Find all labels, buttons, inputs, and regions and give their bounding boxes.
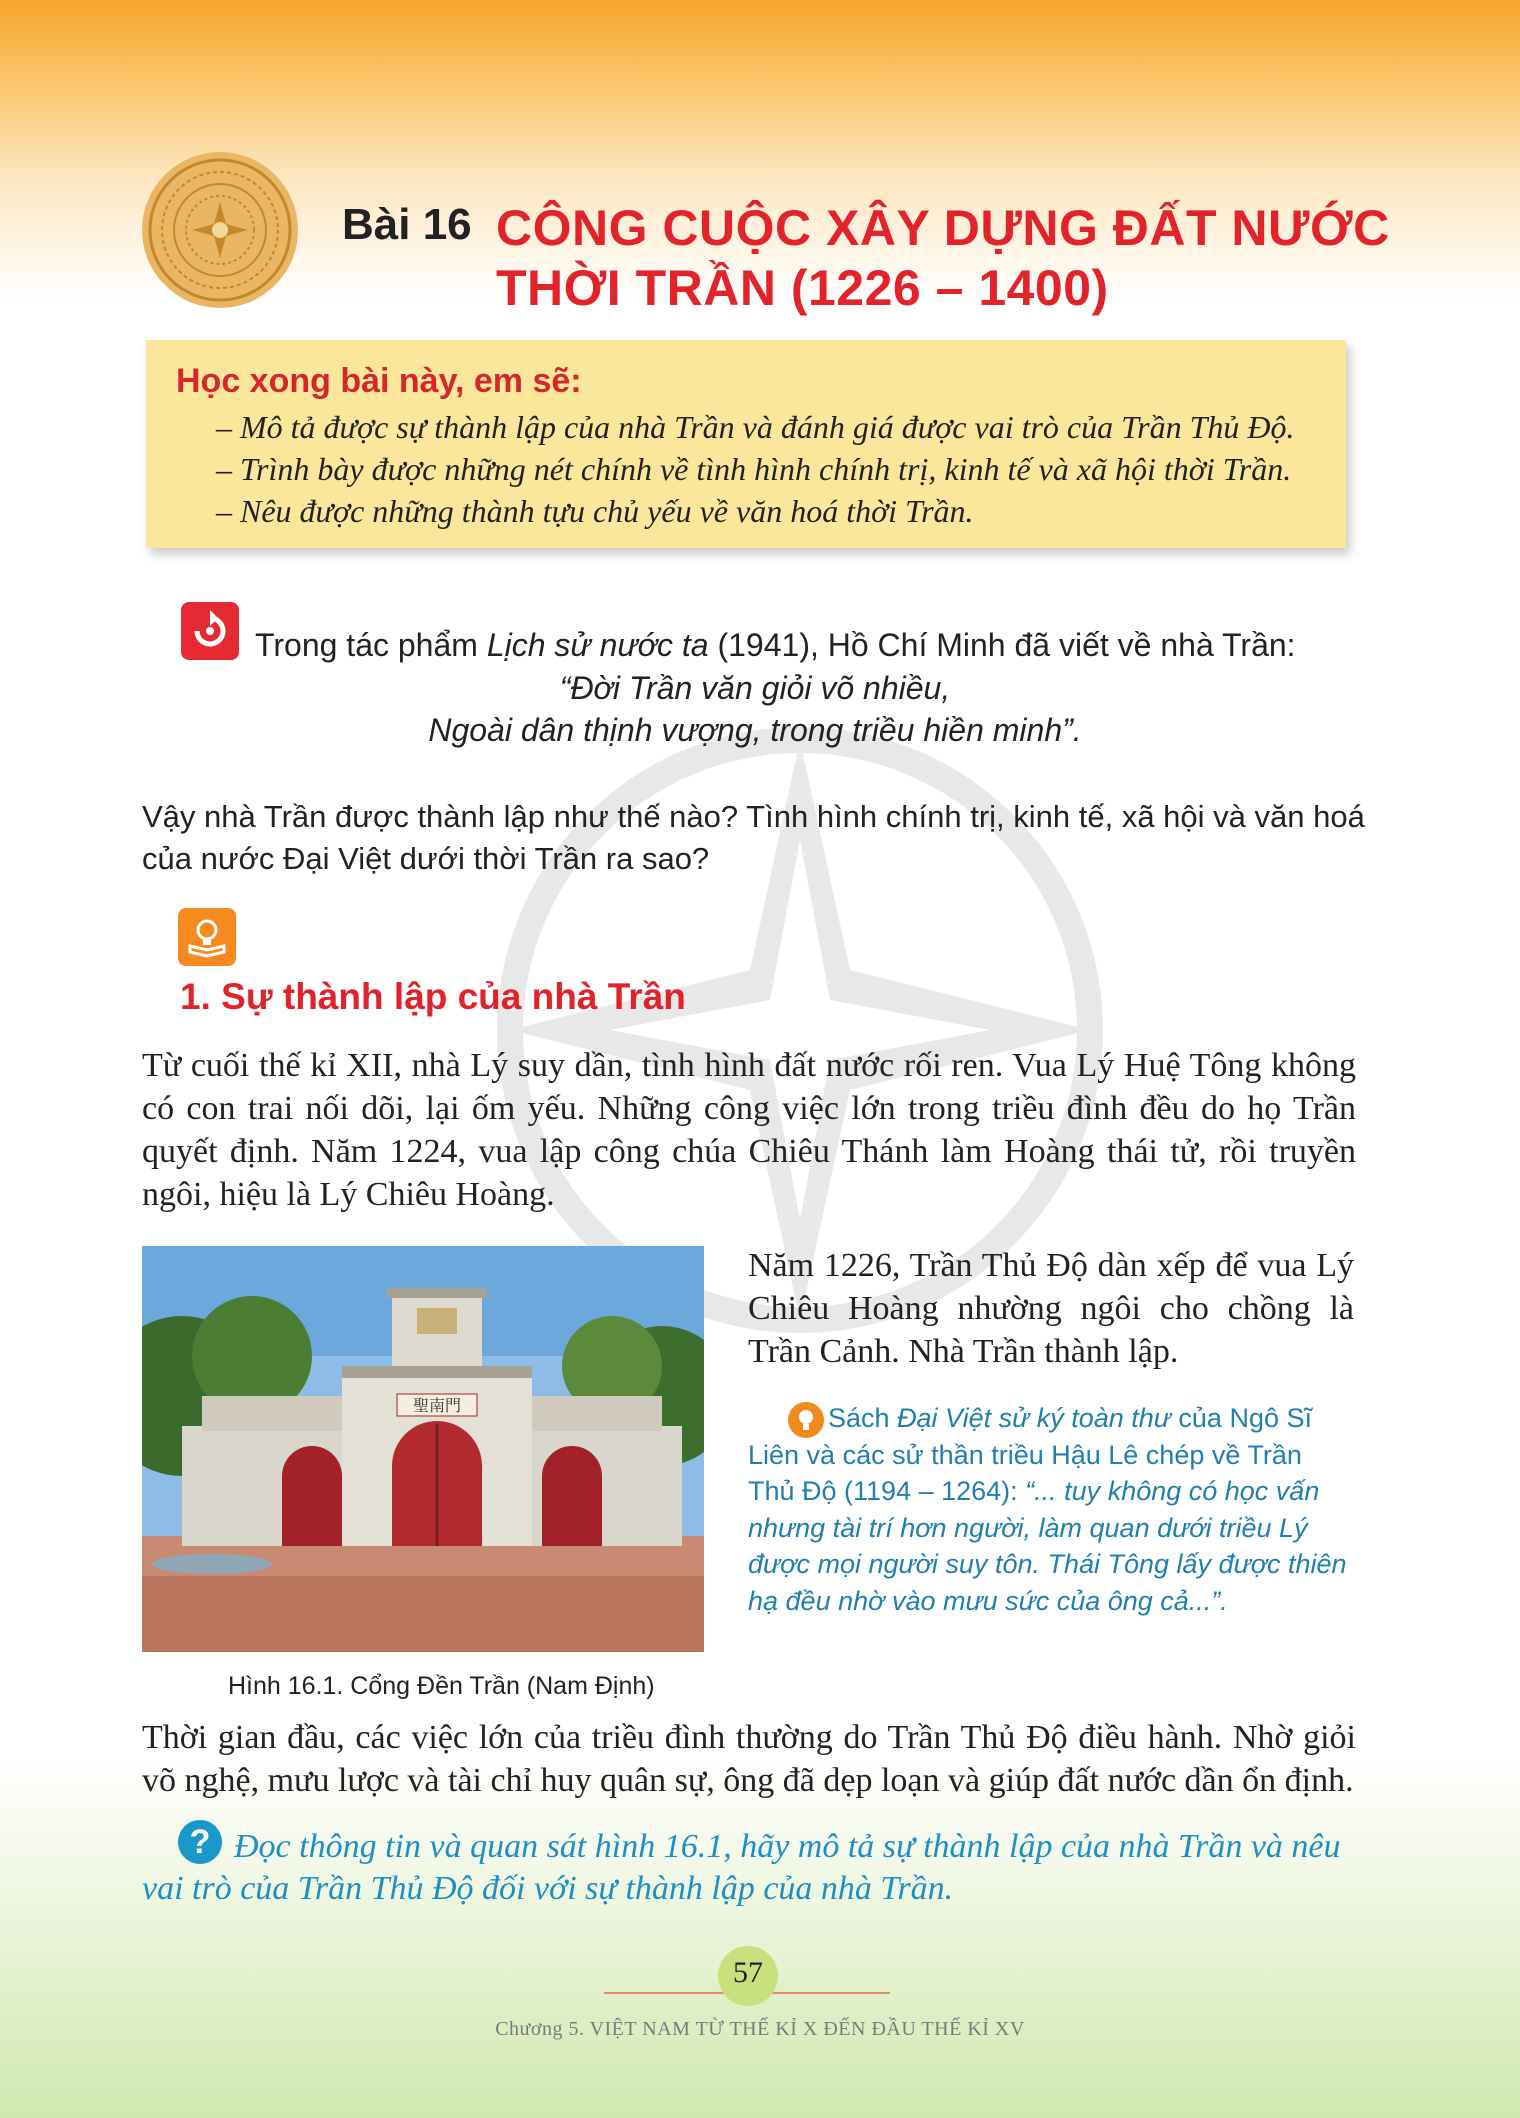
page-number: 57 [733,1956,763,1989]
objectives-box [146,340,1346,548]
refresh-icon [181,602,239,660]
section-paragraph-3: Thời gian đầu, các việc lớn của triều đình thường do Trần Thủ Độ điều hành. Nhờ giỏi võ nghệ, mưu lược và tài chỉ huy quân sự, ông đã dẹp loạn và giúp đất nước dần ổn định. [142,1719,1356,1799]
note-quote: “... tuy không có học vấn nhưng tài trí hơn người, làm quan dưới triều Lý được mọi người suy tôn. Thái Tông lấy được thiên hạ đều nhờ vào mưu sức của ông cả...”. [748,1476,1347,1616]
quote-line-2: Ngoài dân thịnh vượng, trong triều hiền minh”. [428,712,1082,748]
lesson-title [496,198,1396,318]
gate-sign: 聖南門 [412,1396,462,1415]
note-b: của Ngô Sĩ Liên và các sử thần triều Hậu Lê chép về Trần Thủ Độ (1194 – 1264): [748,1403,1312,1506]
lightbulb-book-icon [178,908,236,966]
note-book: Đại Việt sử ký toàn thư [897,1403,1171,1433]
task-prompt [142,1826,1356,1910]
figure-caption: Hình 16.1. Cổng Đền Trần (Nam Định) [228,1672,655,1700]
intro-work: Lịch sử nước ta [486,627,709,663]
objectives-heading: Học xong bài này, em sẽ: [176,362,582,400]
quote-line-1: “Đời Trần văn giỏi võ nhiều, [559,670,951,706]
lesson-title-line2: THỜI TRẦN (1226 – 1400) [496,260,1109,316]
objectives-list [216,406,1295,532]
objective-item: – Nêu được những thành tựu chủ yếu về văn hoá thời Trần. [216,493,974,529]
lesson-title-line1: CÔNG CUỘC XÂY DỰNG ĐẤT NƯỚC [496,200,1390,256]
objective-item: – Trình bày được những nét chính về tình hình chính trị, kinh tế và xã hội thời Trần. [216,451,1292,487]
lightbulb-icon [788,1402,824,1438]
chapter-footer: Chương 5. VIỆT NAM TỪ THẾ KỈ X ĐẾN ĐẦU THẾ KỈ XV [495,2018,1025,2040]
intro-before: Trong tác phẩm [255,627,487,663]
objective-item: – Mô tả được sự thành lập của nhà Trần và đánh giá được vai trò của Trần Thủ Độ. [216,409,1295,445]
historical-note [748,1400,1354,1619]
section-paragraph-2: Năm 1226, Trần Thủ Độ dàn xếp để vua Lý Chiêu Hoàng nhường ngôi cho chồng là Trần Cảnh. Nhà Trần thành lập. [748,1247,1354,1370]
intro-text [255,627,1296,664]
intro-after: (1941), Hồ Chí Minh đã viết về nhà Trần: [708,627,1296,663]
task-text: Đọc thông tin và quan sát hình 16.1, hãy mô tả sự thành lập của nhà Trần và nêu vai trò của Trần Thủ Độ đối với sự thành lập của nhà Trần. [142,1828,1341,1907]
section-title: 1. Sự thành lập của nhà Trần [180,976,686,1017]
intro-question: Vậy nhà Trần được thành lập như thế nào? Tình hình chính trị, kinh tế, xã hội và văn hoá của nước Đại Việt dưới thời Trần ra sao? [142,799,1365,876]
lesson-number: Bài 16 [342,200,472,249]
section-paragraph-1: Từ cuối thế kỉ XII, nhà Lý suy dần, tình hình đất nước rối ren. Vua Lý Huệ Tông không có con trai nối dõi, lại ốm yếu. Những công việc lớn trong triều đình đều do họ Trần quyết định. Năm 1224, vua lập công chúa Chiêu Thánh làm Hoàng thái tử, rồi truyền ngôi, hiệu là Lý Chiêu Hoàng. [142,1047,1356,1213]
question-icon: ? [178,1820,222,1864]
temple-gate-photo [142,1246,704,1652]
bronze-drum-emblem-icon [140,150,300,310]
note-a: Sách [828,1403,898,1433]
